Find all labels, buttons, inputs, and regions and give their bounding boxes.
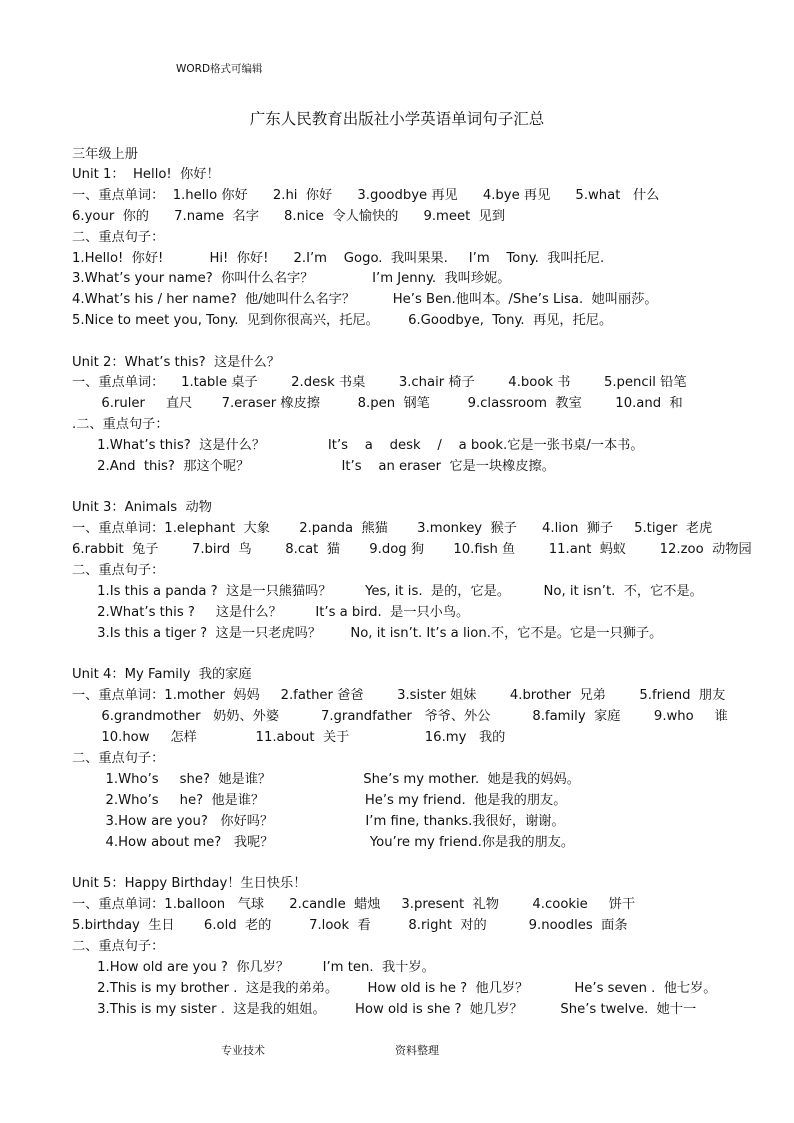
text-line: 3.How are you? 你好吗？ I’m fine, thanks.我很好，谢谢。 xyxy=(72,814,565,829)
text-line: Unit 5：Happy Birthday！生日快乐！ xyxy=(72,876,307,891)
text-line: 一、重点单词： 1.table 桌子 2.desk 书桌 3.chair 椅子 4.book 书 5.pencil 铅笔 xyxy=(72,375,687,390)
text-line: 二、重点句子： xyxy=(72,939,165,954)
text-line: 5.birthday 生日 6.old 老的 7.look 看 8.right 对的 9.noodles 面条 xyxy=(72,918,628,933)
footer-right: 资料整理 xyxy=(395,1044,439,1057)
text-line: 1.Who’s she? 她是谁？ She’s my mother. 她是我的妈妈。 xyxy=(72,772,580,787)
text-line: 3.What’s your name? 你叫什么名字？ I’m Jenny. 我叫珍妮。 xyxy=(72,271,511,286)
text-line: 一、重点单词： 1.hello 你好 2.hi 你好 3.goodbye 再见 4.bye 再见 5.what 什么 xyxy=(72,188,660,203)
text-line: 1.Is this a panda ? 这是一只熊猫吗？ Yes, it is. 是的，它是。 No, it isn’t. 不，它不是。 xyxy=(72,584,703,599)
text-line: 4.How about me? 我呢？ You’re my friend.你是我的朋友。 xyxy=(72,835,575,850)
text-line: 6.your 你的 7.name 名字 8.nice 令人愉快的 9.meet 见到 xyxy=(72,209,506,224)
text-line: 一、重点单词：1.mother 妈妈 2.father 爸爸 3.sister 姐妹 4.brother 兄弟 5.friend 朋友 xyxy=(72,688,726,703)
footer-left: 专业技术 xyxy=(221,1044,265,1057)
text-line: .二、重点句子： xyxy=(72,417,169,432)
text-line: 4.What’s his / her name? 他/她叫什么名字？ He’s Ben.他叫本。/She’s Lisa. 她叫丽莎。 xyxy=(72,292,658,307)
text-line: 6.rabbit 兔子 7.bird 鸟 8.cat 猫 9.dog 狗 10.fish 鱼 11.ant 蚂蚁 12.zoo 动物园 xyxy=(72,542,752,557)
text-line: 6.ruler 直尺 7.eraser 橡皮擦 8.pen 钢笔 9.classroom 教室 10.and 和 xyxy=(72,396,683,411)
text-line: Unit 4：My Family 我的家庭 xyxy=(72,667,252,682)
header-text: WORD格式可编辑 xyxy=(176,63,263,75)
text-line: 6.grandmother 奶奶、外婆 7.grandfather 爷爷、外公 8.family 家庭 9.who 谁 xyxy=(72,709,728,724)
text-line: Unit 1： Hello! 你好！ xyxy=(72,167,220,182)
text-line: 一、重点单词：1.balloon 气球 2.candle 蜡烛 3.present 礼物 4.cookie 饼干 xyxy=(72,897,636,912)
text-line: 三年级上册 xyxy=(72,147,138,162)
text-line: 3.This is my sister . 这是我的姐姐。 How old is she ? 她几岁？ She’s twelve. 她十一 xyxy=(72,1002,697,1017)
page-title: 广东人民教育出版社小学英语单词句子汇总 xyxy=(249,110,545,128)
text-line: 2.This is my brother . 这是我的弟弟。 How old is he ? 他几岁？ He’s seven . 他七岁。 xyxy=(72,981,717,996)
text-line: 二、重点句子： xyxy=(72,563,165,578)
text-line: Unit 3：Animals 动物 xyxy=(72,500,212,515)
text-line: 2.Who’s he? 他是谁？ He’s my friend. 他是我的朋友。 xyxy=(72,793,567,808)
text-line: 二、重点句子： xyxy=(72,230,165,245)
text-line: 5.Nice to meet you, Tony. 见到你很高兴，托尼。 6.Goodbye, Tony. 再见，托尼。 xyxy=(72,313,613,328)
text-line: 1.How old are you ? 你几岁？ I’m ten. 我十岁。 xyxy=(72,960,435,975)
text-line: 2.What’s this ? 这是什么？ It’s a bird. 是一只小鸟。 xyxy=(72,605,470,620)
text-line: 2.And this? 那这个呢？ It’s an eraser 它是一块橡皮擦。 xyxy=(72,459,555,474)
text-line: 3.Is this a tiger ? 这是一只老虎吗？ No, it isn’t. It’s a lion.不，它不是。它是一只狮子。 xyxy=(72,626,663,641)
text-line: 1.Hello! 你好! Hi! 你好! 2.I’m Gogo. 我叫果果. I’m Tony. 我叫托尼. xyxy=(72,251,605,266)
text-line: 一、重点单词：1.elephant 大象 2.panda 熊猫 3.monkey 猴子 4.lion 狮子 5.tiger 老虎 xyxy=(72,521,713,536)
text-line: 10.how 怎样 11.about 关于 16.my 我的 xyxy=(72,730,506,745)
text-line: Unit 2：What’s this? 这是什么？ xyxy=(72,355,280,370)
text-line: 二、重点句子： xyxy=(72,751,165,766)
text-line: 1.What’s this? 这是什么？ It’s a desk / a book.它是一张书桌/一本书。 xyxy=(72,438,644,453)
